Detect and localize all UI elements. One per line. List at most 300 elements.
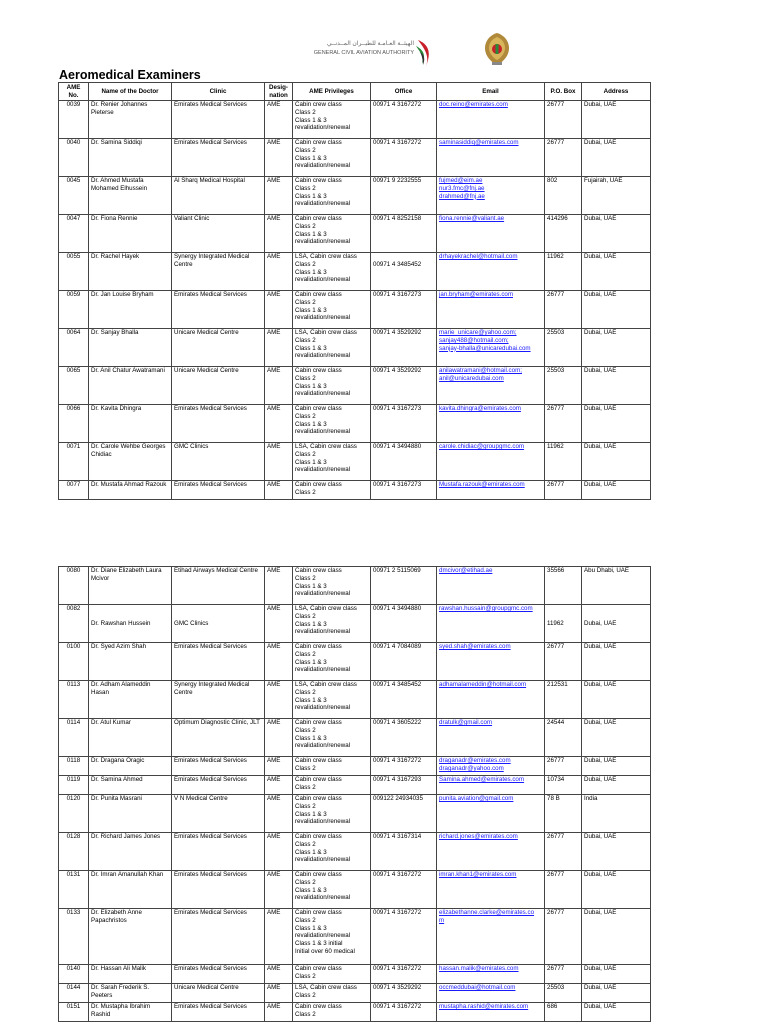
email-cell <box>437 605 545 643</box>
privilege-line: Class 2 <box>295 802 316 810</box>
designation: AME <box>265 909 293 965</box>
designation: AME <box>265 405 293 443</box>
ame-number: 0120 <box>59 795 89 833</box>
doctor-name: Dr. Hassan Ali Malik <box>89 965 172 984</box>
table-row <box>59 291 651 329</box>
ame-number: 0077 <box>59 481 89 500</box>
privilege-line: Cabin crew class <box>295 776 342 783</box>
table-row <box>59 101 651 139</box>
email-link[interactable]: jan.bryham@emirates.com <box>439 291 514 298</box>
clinic-name: Emirates Medical Services <box>172 643 265 681</box>
address: Dubai, UAE <box>582 405 651 443</box>
privilege-line: Class 1 & 3 <box>295 886 327 894</box>
privilege-line: Class 1 & 3 <box>295 696 327 704</box>
privilege-line: Class 1 & 3 <box>295 306 327 314</box>
address: Dubai, UAE <box>582 605 651 643</box>
clinic-name: Optimum Diagnostic Clinic, JLT <box>172 719 265 757</box>
email-cell <box>437 567 545 605</box>
po-box: 26777 <box>545 871 582 909</box>
address: Dubai, UAE <box>582 329 651 367</box>
address: Fujairah, UAE <box>582 177 651 215</box>
doctor-name: Dr. Imran Amanullah Khan <box>89 871 172 909</box>
email-link[interactable]: carole.chidiac@groupgmc.com <box>439 443 525 450</box>
clinic-name: GMC Clinics <box>172 443 265 481</box>
privilege-line: revalidation/renewal <box>295 238 351 246</box>
table-row <box>59 443 651 481</box>
clinic-name: Unicare Medical Centre <box>172 329 265 367</box>
office-phone: 00971 4 3605222 <box>371 719 437 757</box>
privilege-line: Cabin crew class <box>295 1003 342 1010</box>
email-cell <box>437 405 545 443</box>
table-row <box>59 984 651 1003</box>
po-box: 26777 <box>545 833 582 871</box>
clinic-name: Emirates Medical Services <box>172 909 265 965</box>
privilege-line: Class 2 <box>295 726 316 734</box>
privilege-line: revalidation/renewal <box>295 590 351 598</box>
po-box: 414296 <box>545 215 582 253</box>
document-header <box>0 28 768 70</box>
ame-privileges <box>293 567 371 605</box>
privilege-line: Class 2 <box>295 222 316 230</box>
office-phone: 00971 4 3529292 <box>371 367 437 405</box>
privilege-line: revalidation/renewal <box>295 666 351 674</box>
email-cell <box>437 871 545 909</box>
email-link[interactable]: dratulk@gmail.com <box>439 719 493 726</box>
address: Dubai, UAE <box>582 833 651 871</box>
ame-privileges <box>293 253 371 291</box>
clinic-name: GMC Clinics <box>172 605 265 643</box>
table-row <box>59 329 651 367</box>
privilege-line: Class 1 & 3 <box>295 924 327 932</box>
designation: AME <box>265 605 293 643</box>
table-row <box>59 871 651 909</box>
clinic-name: Emirates Medical Services <box>172 871 265 909</box>
designation: AME <box>265 795 293 833</box>
email-link[interactable]: rawshan.hussain@groupgmc.com <box>439 605 533 612</box>
ame-privileges <box>293 909 371 965</box>
email-cell <box>437 719 545 757</box>
address: Dubai, UAE <box>582 139 651 177</box>
ame-number: 0113 <box>59 681 89 719</box>
email-link[interactable]: hassan.malik@emirates.com <box>439 965 519 972</box>
ame-privileges <box>293 605 371 643</box>
designation: AME <box>265 101 293 139</box>
designation: AME <box>265 681 293 719</box>
email-link[interactable]: m <box>439 916 445 924</box>
designation: AME <box>265 643 293 681</box>
address: Abu Dhabi, UAE <box>582 567 651 605</box>
privilege-line: Class 2 <box>295 298 316 306</box>
designation: AME <box>265 871 293 909</box>
doctor-name: Dr. Sarah Frederik S. Peeters <box>89 984 172 1003</box>
ame-number: 0064 <box>59 329 89 367</box>
ame-number: 0140 <box>59 965 89 984</box>
office-phone: 00971 2 5115069 <box>371 567 437 605</box>
clinic-name: Unicare Medical Centre <box>172 367 265 405</box>
privilege-line: Class 2 <box>295 574 316 582</box>
privilege-line: Cabin crew class <box>295 405 342 412</box>
designation: AME <box>265 139 293 177</box>
email-cell <box>437 984 545 1003</box>
privilege-line: Class 1 & 3 <box>295 420 327 428</box>
designation: AME <box>265 253 293 291</box>
po-box: 11962 <box>545 443 582 481</box>
authority-name-arabic: الهيئــة العـامـة للطيــران المــدنــي <box>326 41 414 47</box>
email-cell <box>437 965 545 984</box>
clinic-name: Synergy Integrated Medical Centre <box>172 681 265 719</box>
designation: AME <box>265 1003 293 1022</box>
address: Dubai, UAE <box>582 909 651 965</box>
ame-privileges <box>293 965 371 984</box>
ame-number: 0055 <box>59 253 89 291</box>
doctor-name: Dr. Anil Chatur Awatramani <box>89 367 172 405</box>
privilege-line: Class 1 & 3 <box>295 268 327 276</box>
table-row <box>59 1003 651 1022</box>
column-header: Email <box>437 83 545 101</box>
ame-number: 0114 <box>59 719 89 757</box>
email-link[interactable]: fiona.rennie@valiant.ae <box>439 215 505 222</box>
po-box: 10734 <box>545 776 582 795</box>
email-link[interactable]: adhamalameddin@hotmail.com <box>439 681 527 688</box>
ame-privileges <box>293 719 371 757</box>
privilege-line: Class 2 <box>295 840 316 848</box>
ame-number: 0065 <box>59 367 89 405</box>
address: Dubai, UAE <box>582 681 651 719</box>
email-link[interactable]: anil@unicaredubai.com <box>439 374 504 382</box>
office-phone: 00971 4 3485452 <box>371 681 437 719</box>
email-link[interactable]: richard.jones@emirates.com <box>439 833 518 840</box>
address: Dubai, UAE <box>582 984 651 1003</box>
email-link[interactable]: draganadr@emirates.com <box>439 757 511 764</box>
office-phone: 00971 4 3167272 <box>371 101 437 139</box>
ame-privileges <box>293 177 371 215</box>
privilege-line: Cabin crew class <box>295 643 342 650</box>
office-phone: 00971 9 2232555 <box>371 177 437 215</box>
email-cell <box>437 139 545 177</box>
email-link[interactable]: draganadr@yahoo.com <box>439 764 504 772</box>
clinic-name: Emirates Medical Services <box>172 965 265 984</box>
privilege-line: Initial over 60 medical <box>295 947 355 955</box>
privilege-line: Class 2 <box>295 374 316 382</box>
ame-privileges <box>293 215 371 253</box>
doctor-name: Dr. Mustafa Ahmad Razouk <box>89 481 172 500</box>
address: Dubai, UAE <box>582 253 651 291</box>
table-row <box>59 405 651 443</box>
clinic-name: Emirates Medical Services <box>172 1003 265 1022</box>
privilege-line: Class 2 <box>295 488 316 496</box>
column-header: Desig- nation <box>265 83 293 101</box>
privilege-line: revalidation/renewal <box>295 856 351 864</box>
email-link[interactable]: saminasiddiq@emirates.com <box>439 139 519 146</box>
privilege-line: Class 1 & 3 <box>295 344 327 352</box>
email-cell <box>437 481 545 500</box>
table-row <box>59 833 651 871</box>
column-header: Clinic <box>172 83 265 101</box>
designation: AME <box>265 984 293 1003</box>
column-header: AME Privileges <box>293 83 371 101</box>
email-cell <box>437 367 545 405</box>
ame-privileges <box>293 443 371 481</box>
doctor-name: Dr. Jan Louise Bryham <box>89 291 172 329</box>
privilege-line: Class 1 & 3 initial <box>295 940 343 948</box>
office-phone: 00971 4 8252158 <box>371 215 437 253</box>
privilege-line: Cabin crew class <box>295 101 342 108</box>
address: Dubai, UAE <box>582 215 651 253</box>
po-box: 24544 <box>545 719 582 757</box>
ame-privileges <box>293 795 371 833</box>
ame-number: 0080 <box>59 567 89 605</box>
doctor-name: Dr. Rachel Hayek <box>89 253 172 291</box>
office-phone: 00971 4 3167272 <box>371 909 437 965</box>
ame-privileges <box>293 101 371 139</box>
privilege-line: LSA, Cabin crew class <box>295 443 357 450</box>
privilege-line: Class 1 & 3 <box>295 458 327 466</box>
clinic-name: Emirates Medical Services <box>172 776 265 795</box>
privilege-line: revalidation/renewal <box>295 200 351 208</box>
privilege-line: Cabin crew class <box>295 719 342 726</box>
privilege-line: revalidation/renewal <box>295 390 351 398</box>
clinic-name: Valiant Clinic <box>172 215 265 253</box>
office-phone: 00971 4 3167273 <box>371 481 437 500</box>
email-cell <box>437 776 545 795</box>
privilege-line: revalidation/renewal <box>295 742 351 750</box>
table-row <box>59 965 651 984</box>
designation: AME <box>265 776 293 795</box>
ame-number: 0131 <box>59 871 89 909</box>
table-row <box>59 909 651 965</box>
designation: AME <box>265 965 293 984</box>
column-header: AME No. <box>59 83 89 101</box>
clinic-name: Unicare Medical Centre <box>172 984 265 1003</box>
po-box: 26777 <box>545 757 582 776</box>
examiners-table-bottom <box>58 566 651 1022</box>
address: Dubai, UAE <box>582 965 651 984</box>
clinic-name: Emirates Medical Services <box>172 291 265 329</box>
column-header: Address <box>582 83 651 101</box>
privilege-line: Cabin crew class <box>295 909 342 916</box>
email-cell <box>437 757 545 776</box>
privilege-line: Class 2 <box>295 260 316 268</box>
ame-privileges <box>293 757 371 776</box>
po-box: 11962 <box>545 605 582 643</box>
email-link[interactable]: nur3.fmc@fnj.ae <box>439 184 485 192</box>
doctor-name: Dr. Rawshan Hussein <box>89 605 172 643</box>
ame-number: 0133 <box>59 909 89 965</box>
privilege-line: Cabin crew class <box>295 567 342 574</box>
email-cell <box>437 215 545 253</box>
privilege-line: Class 1 & 3 <box>295 582 327 590</box>
office-phone-text: 00971 4 3485452 <box>373 261 422 268</box>
doctor-name: Dr. Carole Wehbe Georges Chidiac <box>89 443 172 481</box>
ame-number: 0118 <box>59 757 89 776</box>
email-cell <box>437 833 545 871</box>
email-cell <box>437 253 545 291</box>
email-link[interactable]: Mustafa.razouk@emirates.com <box>439 481 525 488</box>
ame-number: 0040 <box>59 139 89 177</box>
ame-number: 0047 <box>59 215 89 253</box>
doctor-name: Dr. Atul Kumar <box>89 719 172 757</box>
table-row <box>59 367 651 405</box>
ame-number: 0128 <box>59 833 89 871</box>
email-link[interactable]: fujmed@eim.ae <box>439 177 483 184</box>
designation: AME <box>265 719 293 757</box>
privilege-line: LSA, Cabin crew class <box>295 329 357 336</box>
privilege-line: Cabin crew class <box>295 367 342 374</box>
ame-privileges <box>293 1003 371 1022</box>
ame-number: 0059 <box>59 291 89 329</box>
table-row <box>59 567 651 605</box>
column-header: P.O. Box <box>545 83 582 101</box>
privilege-line: Class 2 <box>295 764 316 772</box>
privilege-line: LSA, Cabin crew class <box>295 605 357 612</box>
clinic-name: V N Medical Centre <box>172 795 265 833</box>
clinic-name: Emirates Medical Services <box>172 139 265 177</box>
table-body <box>59 101 651 500</box>
privilege-line: revalidation/renewal <box>295 276 351 284</box>
privilege-line: Class 2 <box>295 184 316 192</box>
clinic-name: Emirates Medical Services <box>172 101 265 139</box>
privilege-line: Cabin crew class <box>295 795 342 802</box>
clinic-name: Al Sharq Medical Hospital <box>172 177 265 215</box>
email-cell <box>437 1003 545 1022</box>
email-link[interactable]: drahmed@fnj.ae <box>439 192 485 200</box>
privilege-line: Class 1 & 3 <box>295 848 327 856</box>
privilege-line: Cabin crew class <box>295 871 342 878</box>
office-phone: 00971 4 3167272 <box>371 871 437 909</box>
clinic-name: Emirates Medical Services <box>172 405 265 443</box>
designation: AME <box>265 291 293 329</box>
doctor-name: Dr. Richard James Jones <box>89 833 172 871</box>
email-link[interactable]: doc.reino@emirates.com <box>439 101 508 108</box>
office-phone: 00971 4 3167272 <box>371 1003 437 1022</box>
column-header: Office <box>371 83 437 101</box>
email-link[interactable]: imran.khan1@emirates.com <box>439 871 517 878</box>
address: Dubai, UAE <box>582 719 651 757</box>
table-row <box>59 177 651 215</box>
po-box: 26777 <box>545 643 582 681</box>
ame-number: 0066 <box>59 405 89 443</box>
email-link[interactable]: Samina.ahmed@emirates.com <box>439 776 525 783</box>
privilege-line: Class 1 & 3 <box>295 620 327 628</box>
ame-number: 0100 <box>59 643 89 681</box>
email-link[interactable]: sanjay-bhalla@unicaredubai.com <box>439 344 531 352</box>
privilege-line: revalidation/renewal <box>295 628 351 636</box>
privilege-line: revalidation/renewal <box>295 894 351 902</box>
email-link[interactable]: elizabethanne.clarke@emirates.co <box>439 909 535 916</box>
table-row <box>59 795 651 833</box>
email-cell <box>437 101 545 139</box>
ame-privileges <box>293 139 371 177</box>
doctor-name: Dr. Punita Masrani <box>89 795 172 833</box>
email-link[interactable]: drhayekrachel@hotmail.com <box>439 253 518 260</box>
email-cell <box>437 643 545 681</box>
address: Dubai, UAE <box>582 757 651 776</box>
privilege-line: Class 2 <box>295 412 316 420</box>
email-cell <box>437 329 545 367</box>
email-cell <box>437 177 545 215</box>
ame-number: 0119 <box>59 776 89 795</box>
table-row <box>59 757 651 776</box>
privilege-line: Class 2 <box>295 878 316 886</box>
ame-privileges <box>293 329 371 367</box>
ame-number: 0071 <box>59 443 89 481</box>
clinic-name: Synergy Integrated Medical Centre <box>172 253 265 291</box>
po-box: 26777 <box>545 291 582 329</box>
email-link[interactable]: occmeddubai@hotmail.com <box>439 984 516 991</box>
ame-number: 0045 <box>59 177 89 215</box>
ame-privileges <box>293 681 371 719</box>
office-phone: 00971 4 3529292 <box>371 984 437 1003</box>
privilege-line: Class 1 & 3 <box>295 734 327 742</box>
designation: AME <box>265 567 293 605</box>
privilege-line: Class 1 & 3 <box>295 810 327 818</box>
po-box: 11962 <box>545 253 582 291</box>
email-link[interactable]: anilawatramani@hotmail.com; <box>439 367 522 374</box>
table-row <box>59 605 651 643</box>
office-phone: 00971 4 3494880 <box>371 605 437 643</box>
ame-privileges <box>293 367 371 405</box>
privilege-line: Class 2 <box>295 688 316 696</box>
doctor-name: Dr. Mustapha Ibrahim Rashid <box>89 1003 172 1022</box>
office-phone: 00971 4 3167293 <box>371 776 437 795</box>
clinic-name: Emirates Medical Services <box>172 833 265 871</box>
table-row <box>59 719 651 757</box>
designation: AME <box>265 215 293 253</box>
privilege-line: LSA, Cabin crew class <box>295 253 357 260</box>
po-box: 26777 <box>545 909 582 965</box>
doctor-name: Dr. Samina Ahmed <box>89 776 172 795</box>
clinic-name: Emirates Medical Services <box>172 757 265 776</box>
gcaa-logo <box>296 40 444 68</box>
privilege-line: Class 2 <box>295 991 316 999</box>
address: Dubai, UAE <box>582 443 651 481</box>
privilege-line: revalidation/renewal <box>295 818 351 826</box>
privilege-line: Class 2 <box>295 783 316 791</box>
authority-name-english: GENERAL CIVIL AVIATION AUTHORITY <box>313 50 414 56</box>
office-phone: 00971 4 3167272 <box>371 139 437 177</box>
column-header: Name of the Doctor <box>89 83 172 101</box>
ame-number: 0144 <box>59 984 89 1003</box>
email-link[interactable]: sanjay488@hotmail.com; <box>439 336 509 344</box>
email-link[interactable]: dmcivor@etihad.ae <box>439 567 493 574</box>
office-phone: 00971 4 3167272 <box>371 965 437 984</box>
privilege-line: LSA, Cabin crew class <box>295 681 357 688</box>
address: Dubai, UAE <box>582 101 651 139</box>
office-phone: 009122 24934035 <box>371 795 437 833</box>
header-row <box>59 83 651 101</box>
po-box: 26777 <box>545 139 582 177</box>
designation: AME <box>265 329 293 367</box>
email-link[interactable]: syed.shah@emirates.com <box>439 643 511 650</box>
doctor-name: Dr. Renier Johannes Pieterse <box>89 101 172 139</box>
doctor-name: Dr. Diane Elizabeth Laura Mcivor <box>89 567 172 605</box>
privilege-line: Class 2 <box>295 146 316 154</box>
privilege-line: Cabin crew class <box>295 139 342 146</box>
office-phone: 00971 4 3167272 <box>371 757 437 776</box>
office-phone: 00971 4 3167314 <box>371 833 437 871</box>
office-phone: 00971 4 3494880 <box>371 443 437 481</box>
office-phone: 00971 4 3167273 <box>371 291 437 329</box>
email-link[interactable]: kavita.dhingra@emirates.com <box>439 405 521 412</box>
email-link[interactable]: punita.aviation@gmail.com <box>439 795 514 802</box>
email-link[interactable]: mustapha.rashid@emirates.com <box>439 1003 529 1010</box>
privilege-line: revalidation/renewal <box>295 352 351 360</box>
po-box: 686 <box>545 1003 582 1022</box>
designation: AME <box>265 833 293 871</box>
po-box: 26777 <box>545 405 582 443</box>
email-link[interactable]: marie_unicare@yahoo.com; <box>439 329 517 336</box>
office-phone: 00971 4 3529292 <box>371 329 437 367</box>
